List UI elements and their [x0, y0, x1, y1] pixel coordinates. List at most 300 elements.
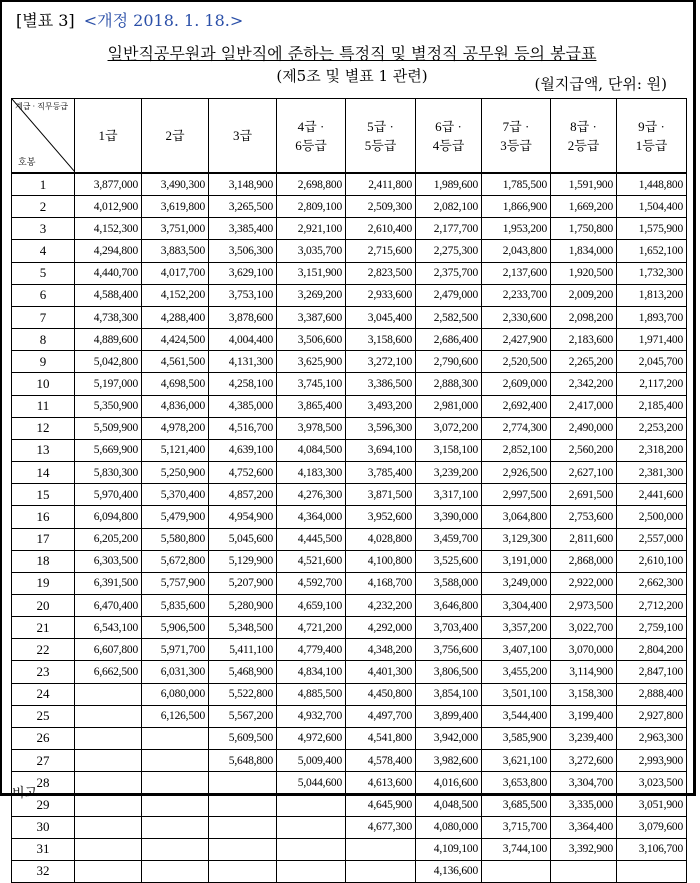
- table-row: [12, 506, 687, 528]
- salary-cell: 2,045,700: [617, 351, 687, 373]
- unit-note: (월지급액, 단위: 원): [534, 75, 667, 93]
- salary-cell: 5,121,400: [142, 439, 209, 461]
- step-cell: 1: [12, 173, 75, 196]
- salary-cell: 6,391,500: [75, 572, 142, 594]
- salary-cell: 4,109,100: [416, 838, 482, 860]
- table-row: [12, 794, 687, 816]
- salary-cell: 3,317,100: [416, 484, 482, 506]
- salary-cell: 4,440,700: [75, 262, 142, 284]
- salary-cell: 2,804,200: [617, 639, 687, 661]
- salary-cell: 6,080,000: [142, 683, 209, 705]
- salary-cell: 2,265,200: [551, 351, 617, 373]
- step-cell: 4: [12, 240, 75, 262]
- salary-cell: 5,370,400: [142, 484, 209, 506]
- salary-cell: 4,645,900: [346, 794, 416, 816]
- salary-cell: [277, 860, 346, 882]
- column-header-3: 3급: [209, 99, 277, 174]
- salary-cell: [75, 860, 142, 882]
- table-row: [12, 262, 687, 284]
- salary-cell: 4,445,500: [277, 528, 346, 550]
- salary-cell: 4,292,000: [346, 617, 416, 639]
- salary-cell: 3,685,500: [482, 794, 551, 816]
- salary-cell: 4,258,100: [209, 373, 277, 395]
- salary-cell: 4,168,700: [346, 572, 416, 594]
- table-row: [12, 594, 687, 616]
- salary-cell: 5,609,500: [209, 727, 277, 749]
- table-row: [12, 838, 687, 860]
- salary-cell: 2,847,100: [617, 661, 687, 683]
- salary-cell: 3,785,400: [346, 462, 416, 484]
- salary-cell: 5,348,500: [209, 617, 277, 639]
- salary-cell: 4,752,600: [209, 462, 277, 484]
- salary-cell: 2,479,000: [416, 284, 482, 306]
- salary-cell: 5,509,900: [75, 417, 142, 439]
- table-row: [12, 218, 687, 240]
- salary-cell: 2,981,000: [416, 395, 482, 417]
- step-cell: 23: [12, 661, 75, 683]
- step-cell: 16: [12, 506, 75, 528]
- table-row: [12, 284, 687, 306]
- salary-cell: 4,385,000: [209, 395, 277, 417]
- salary-cell: 2,997,500: [482, 484, 551, 506]
- salary-cell: 5,522,800: [209, 683, 277, 705]
- table-row: [12, 395, 687, 417]
- salary-cell: 2,375,700: [416, 262, 482, 284]
- salary-cell: 4,028,800: [346, 528, 416, 550]
- step-cell: 13: [12, 439, 75, 461]
- corner-header-cell: [12, 99, 75, 174]
- salary-cell: [482, 860, 551, 882]
- salary-cell: 3,387,600: [277, 306, 346, 328]
- salary-cell: 1,504,400: [617, 196, 687, 218]
- salary-cell: 3,877,000: [75, 173, 142, 196]
- column-header-8: 8급 · 2등급: [551, 99, 617, 174]
- salary-cell: 6,205,200: [75, 528, 142, 550]
- step-cell: 29: [12, 794, 75, 816]
- salary-cell: 6,470,400: [75, 594, 142, 616]
- salary-cell: [75, 794, 142, 816]
- column-header-6: 6급 · 4등급: [416, 99, 482, 174]
- salary-cell: 3,106,700: [617, 838, 687, 860]
- salary-cell: [277, 794, 346, 816]
- step-cell: 15: [12, 484, 75, 506]
- step-cell: 20: [12, 594, 75, 616]
- salary-cell: 2,098,200: [551, 306, 617, 328]
- salary-cell: 2,490,000: [551, 417, 617, 439]
- salary-cell: 2,177,700: [416, 218, 482, 240]
- salary-cell: 4,401,300: [346, 661, 416, 683]
- salary-cell: [142, 860, 209, 882]
- salary-cell: 6,303,500: [75, 550, 142, 572]
- table-row: [12, 240, 687, 262]
- salary-cell: 2,253,200: [617, 417, 687, 439]
- column-header-2: 2급: [142, 99, 209, 174]
- salary-cell: 3,753,100: [209, 284, 277, 306]
- salary-cell: 3,079,600: [617, 816, 687, 838]
- table-row: [12, 351, 687, 373]
- salary-cell: [346, 838, 416, 860]
- salary-cell: 4,232,200: [346, 594, 416, 616]
- salary-cell: 3,646,800: [416, 594, 482, 616]
- step-cell: 25: [12, 705, 75, 727]
- salary-cell: 3,022,700: [551, 617, 617, 639]
- salary-cell: [75, 772, 142, 794]
- step-cell: 10: [12, 373, 75, 395]
- salary-cell: 4,004,400: [209, 329, 277, 351]
- table-row: [12, 484, 687, 506]
- salary-cell: 2,509,300: [346, 196, 416, 218]
- salary-cell: 3,304,400: [482, 594, 551, 616]
- salary-cell: 3,239,200: [416, 462, 482, 484]
- salary-cell: 2,852,100: [482, 439, 551, 461]
- salary-cell: 6,607,800: [75, 639, 142, 661]
- salary-cell: 2,823,500: [346, 262, 416, 284]
- salary-cell: [75, 683, 142, 705]
- salary-cell: 3,390,000: [416, 506, 482, 528]
- salary-cell: 4,136,600: [416, 860, 482, 882]
- salary-cell: 4,932,700: [277, 705, 346, 727]
- salary-cell: 3,751,000: [142, 218, 209, 240]
- table-row: [12, 528, 687, 550]
- salary-cell: 4,497,700: [346, 705, 416, 727]
- salary-cell: [617, 860, 687, 882]
- salary-cell: 2,275,300: [416, 240, 482, 262]
- salary-cell: 3,703,400: [416, 617, 482, 639]
- table-row: [12, 816, 687, 838]
- table-row: [12, 306, 687, 328]
- table-row: [12, 683, 687, 705]
- salary-cell: 2,993,900: [617, 750, 687, 772]
- salary-cell: 4,152,200: [142, 284, 209, 306]
- footer-note: 비고: [12, 786, 38, 801]
- salary-cell: 5,044,600: [277, 772, 346, 794]
- salary-cell: 3,625,900: [277, 351, 346, 373]
- table-row: [12, 750, 687, 772]
- salary-cell: [75, 750, 142, 772]
- salary-cell: 5,197,000: [75, 373, 142, 395]
- table-row: [12, 705, 687, 727]
- salary-cell: 3,756,600: [416, 639, 482, 661]
- table-row: [12, 727, 687, 749]
- salary-cell: 4,016,600: [416, 772, 482, 794]
- column-header-5: 5급 · 5등급: [346, 99, 416, 174]
- salary-cell: 3,806,500: [416, 661, 482, 683]
- salary-cell: 2,691,500: [551, 484, 617, 506]
- document-subtitle: (제5조 및 별표 1 관련): [276, 67, 428, 85]
- salary-cell: 3,501,100: [482, 683, 551, 705]
- salary-cell: 5,669,900: [75, 439, 142, 461]
- salary-cell: 5,207,900: [209, 572, 277, 594]
- salary-cell: 3,883,500: [142, 240, 209, 262]
- salary-cell: 3,357,200: [482, 617, 551, 639]
- salary-cell: 2,712,200: [617, 594, 687, 616]
- salary-cell: 3,158,300: [551, 683, 617, 705]
- salary-cell: 3,023,500: [617, 772, 687, 794]
- salary-cell: 4,578,400: [346, 750, 416, 772]
- salary-cell: 2,381,300: [617, 462, 687, 484]
- salary-cell: 5,350,900: [75, 395, 142, 417]
- step-cell: 27: [12, 750, 75, 772]
- salary-cell: [277, 838, 346, 860]
- salary-cell: 3,952,600: [346, 506, 416, 528]
- salary-cell: 4,613,600: [346, 772, 416, 794]
- salary-cell: 3,982,600: [416, 750, 482, 772]
- salary-cell: 2,963,300: [617, 727, 687, 749]
- salary-cell: 5,830,300: [75, 462, 142, 484]
- salary-cell: 3,269,200: [277, 284, 346, 306]
- salary-cell: [346, 860, 416, 882]
- salary-cell: 2,557,000: [617, 528, 687, 550]
- table-row: [12, 772, 687, 794]
- salary-cell: 1,669,200: [551, 196, 617, 218]
- salary-cell: 4,779,400: [277, 639, 346, 661]
- salary-cell: 5,129,900: [209, 550, 277, 572]
- salary-cell: 2,790,600: [416, 351, 482, 373]
- salary-cell: 5,411,100: [209, 639, 277, 661]
- salary-cell: 3,386,500: [346, 373, 416, 395]
- salary-cell: 2,233,700: [482, 284, 551, 306]
- salary-cell: 3,272,600: [551, 750, 617, 772]
- salary-cell: 3,596,300: [346, 417, 416, 439]
- salary-cell: 5,757,900: [142, 572, 209, 594]
- salary-cell: 2,888,400: [617, 683, 687, 705]
- salary-cell: 2,117,200: [617, 373, 687, 395]
- salary-cell: 2,715,600: [346, 240, 416, 262]
- salary-cell: 3,694,100: [346, 439, 416, 461]
- salary-cell: 3,744,100: [482, 838, 551, 860]
- salary-cell: [75, 838, 142, 860]
- salary-cell: 1,920,500: [551, 262, 617, 284]
- salary-cell: 4,885,500: [277, 683, 346, 705]
- salary-cell: 3,871,500: [346, 484, 416, 506]
- salary-cell: 6,662,500: [75, 661, 142, 683]
- salary-cell: 3,335,000: [551, 794, 617, 816]
- salary-cell: 3,459,700: [416, 528, 482, 550]
- salary-cell: 3,158,600: [346, 329, 416, 351]
- step-cell: 21: [12, 617, 75, 639]
- corner-label-grade: 계급 · 직무등급: [15, 102, 69, 111]
- salary-cell: 2,500,000: [617, 506, 687, 528]
- salary-cell: 3,899,400: [416, 705, 482, 727]
- salary-cell: 2,183,600: [551, 329, 617, 351]
- step-cell: 14: [12, 462, 75, 484]
- salary-cell: 2,582,500: [416, 306, 482, 328]
- salary-cell: 4,639,100: [209, 439, 277, 461]
- salary-cell: 1,448,800: [617, 173, 687, 196]
- salary-cell: 2,627,100: [551, 462, 617, 484]
- salary-cell: 2,330,600: [482, 306, 551, 328]
- salary-cell: 4,834,100: [277, 661, 346, 683]
- step-cell: 19: [12, 572, 75, 594]
- salary-cell: 3,506,600: [277, 329, 346, 351]
- salary-cell: 4,294,800: [75, 240, 142, 262]
- salary-cell: 2,610,400: [346, 218, 416, 240]
- step-cell: 26: [12, 727, 75, 749]
- salary-cell: 5,971,700: [142, 639, 209, 661]
- table-row: [12, 417, 687, 439]
- salary-cell: 2,759,100: [617, 617, 687, 639]
- salary-cell: [142, 794, 209, 816]
- salary-cell: 3,621,100: [482, 750, 551, 772]
- salary-cell: 3,249,000: [482, 572, 551, 594]
- salary-cell: 3,585,900: [482, 727, 551, 749]
- salary-cell: 4,017,700: [142, 262, 209, 284]
- salary-cell: 1,652,100: [617, 240, 687, 262]
- step-cell: 31: [12, 838, 75, 860]
- salary-cell: 3,385,400: [209, 218, 277, 240]
- salary-cell: 1,785,500: [482, 173, 551, 196]
- header-row: [12, 99, 687, 174]
- salary-table: [11, 98, 687, 883]
- step-cell: 32: [12, 860, 75, 882]
- step-cell: 7: [12, 306, 75, 328]
- column-header-1: 1급: [75, 99, 142, 174]
- salary-cell: 4,012,900: [75, 196, 142, 218]
- salary-cell: 2,662,300: [617, 572, 687, 594]
- step-cell: 24: [12, 683, 75, 705]
- salary-cell: 3,072,200: [416, 417, 482, 439]
- salary-cell: 4,677,300: [346, 816, 416, 838]
- step-cell: 8: [12, 329, 75, 351]
- salary-cell: 4,080,000: [416, 816, 482, 838]
- salary-cell: 4,048,500: [416, 794, 482, 816]
- step-cell: 6: [12, 284, 75, 306]
- table-row: [12, 860, 687, 882]
- step-cell: 22: [12, 639, 75, 661]
- salary-cell: 6,094,800: [75, 506, 142, 528]
- salary-cell: 5,672,800: [142, 550, 209, 572]
- step-cell: 17: [12, 528, 75, 550]
- salary-cell: 1,813,200: [617, 284, 687, 306]
- salary-cell: 5,045,600: [209, 528, 277, 550]
- table-row: [12, 661, 687, 683]
- salary-cell: 3,191,000: [482, 550, 551, 572]
- step-cell: 30: [12, 816, 75, 838]
- salary-cell: 5,567,200: [209, 705, 277, 727]
- salary-cell: 2,560,200: [551, 439, 617, 461]
- salary-cell: 3,064,800: [482, 506, 551, 528]
- salary-cell: 4,972,600: [277, 727, 346, 749]
- salary-cell: [277, 816, 346, 838]
- salary-cell: 4,288,400: [142, 306, 209, 328]
- salary-cell: 3,878,600: [209, 306, 277, 328]
- salary-cell: 2,411,800: [346, 173, 416, 196]
- salary-cell: 3,490,300: [142, 173, 209, 196]
- salary-cell: 4,698,500: [142, 373, 209, 395]
- step-cell: 2: [12, 196, 75, 218]
- table-row: [12, 329, 687, 351]
- salary-cell: 2,692,400: [482, 395, 551, 417]
- salary-cell: 2,811,600: [551, 528, 617, 550]
- salary-cell: 3,129,300: [482, 528, 551, 550]
- salary-cell: 1,834,000: [551, 240, 617, 262]
- amendment-note: <개정 2018. 1. 18.>: [83, 11, 244, 30]
- salary-cell: [209, 794, 277, 816]
- salary-cell: 6,126,500: [142, 705, 209, 727]
- salary-cell: 2,868,000: [551, 550, 617, 572]
- salary-cell: 3,493,200: [346, 395, 416, 417]
- salary-cell: 4,561,500: [142, 351, 209, 373]
- salary-cell: 3,148,900: [209, 173, 277, 196]
- salary-cell: 3,114,900: [551, 661, 617, 683]
- salary-cell: 5,009,400: [277, 750, 346, 772]
- salary-cell: 4,348,200: [346, 639, 416, 661]
- salary-cell: 4,084,500: [277, 439, 346, 461]
- salary-cell: 3,265,500: [209, 196, 277, 218]
- salary-cell: [75, 816, 142, 838]
- salary-cell: 3,715,700: [482, 816, 551, 838]
- salary-cell: 3,035,700: [277, 240, 346, 262]
- salary-cell: 4,131,300: [209, 351, 277, 373]
- salary-cell: 3,854,100: [416, 683, 482, 705]
- salary-cell: 2,185,400: [617, 395, 687, 417]
- salary-cell: 4,100,800: [346, 550, 416, 572]
- salary-cell: 2,137,600: [482, 262, 551, 284]
- salary-cell: 4,592,700: [277, 572, 346, 594]
- salary-cell: 2,921,100: [277, 218, 346, 240]
- document-title: 일반직공무원과 일반직에 준하는 특정직 및 별정직 공무원 등의 봉급표: [107, 44, 597, 63]
- salary-cell: 5,580,800: [142, 528, 209, 550]
- salary-cell: 2,441,600: [617, 484, 687, 506]
- salary-cell: 4,152,300: [75, 218, 142, 240]
- salary-cell: 3,629,100: [209, 262, 277, 284]
- salary-cell: 3,158,100: [416, 439, 482, 461]
- salary-cell: 3,978,500: [277, 417, 346, 439]
- salary-cell: 4,183,300: [277, 462, 346, 484]
- salary-cell: [142, 838, 209, 860]
- salary-cell: 5,835,600: [142, 594, 209, 616]
- salary-cell: 2,342,200: [551, 373, 617, 395]
- salary-cell: 5,042,800: [75, 351, 142, 373]
- salary-cell: 3,865,400: [277, 395, 346, 417]
- salary-cell: 2,609,000: [482, 373, 551, 395]
- salary-cell: 3,455,200: [482, 661, 551, 683]
- salary-cell: 2,698,800: [277, 173, 346, 196]
- table-row: [12, 196, 687, 218]
- step-cell: 28: [12, 772, 75, 794]
- step-cell: 11: [12, 395, 75, 417]
- salary-cell: [142, 727, 209, 749]
- salary-cell: 2,774,300: [482, 417, 551, 439]
- salary-cell: [209, 838, 277, 860]
- salary-cell: 5,648,800: [209, 750, 277, 772]
- salary-cell: 1,971,400: [617, 329, 687, 351]
- salary-cell: 2,922,000: [551, 572, 617, 594]
- salary-cell: 2,753,600: [551, 506, 617, 528]
- salary-cell: [75, 705, 142, 727]
- salary-cell: 2,417,000: [551, 395, 617, 417]
- step-cell: 3: [12, 218, 75, 240]
- salary-cell: 5,250,900: [142, 462, 209, 484]
- salary-cell: 2,043,800: [482, 240, 551, 262]
- salary-cell: 3,525,600: [416, 550, 482, 572]
- salary-cell: 2,427,900: [482, 329, 551, 351]
- table-row: [12, 639, 687, 661]
- salary-cell: 1,989,600: [416, 173, 482, 196]
- salary-cell: 3,070,000: [551, 639, 617, 661]
- salary-cell: 2,926,500: [482, 462, 551, 484]
- appendix-tag: [별표 3]: [16, 11, 75, 30]
- salary-cell: 3,304,700: [551, 772, 617, 794]
- salary-cell: 1,953,200: [482, 218, 551, 240]
- salary-cell: 1,866,900: [482, 196, 551, 218]
- salary-cell: 3,199,400: [551, 705, 617, 727]
- salary-cell: 3,364,400: [551, 816, 617, 838]
- table-row: [12, 550, 687, 572]
- salary-cell: 3,653,800: [482, 772, 551, 794]
- salary-cell: 4,276,300: [277, 484, 346, 506]
- salary-cell: [551, 860, 617, 882]
